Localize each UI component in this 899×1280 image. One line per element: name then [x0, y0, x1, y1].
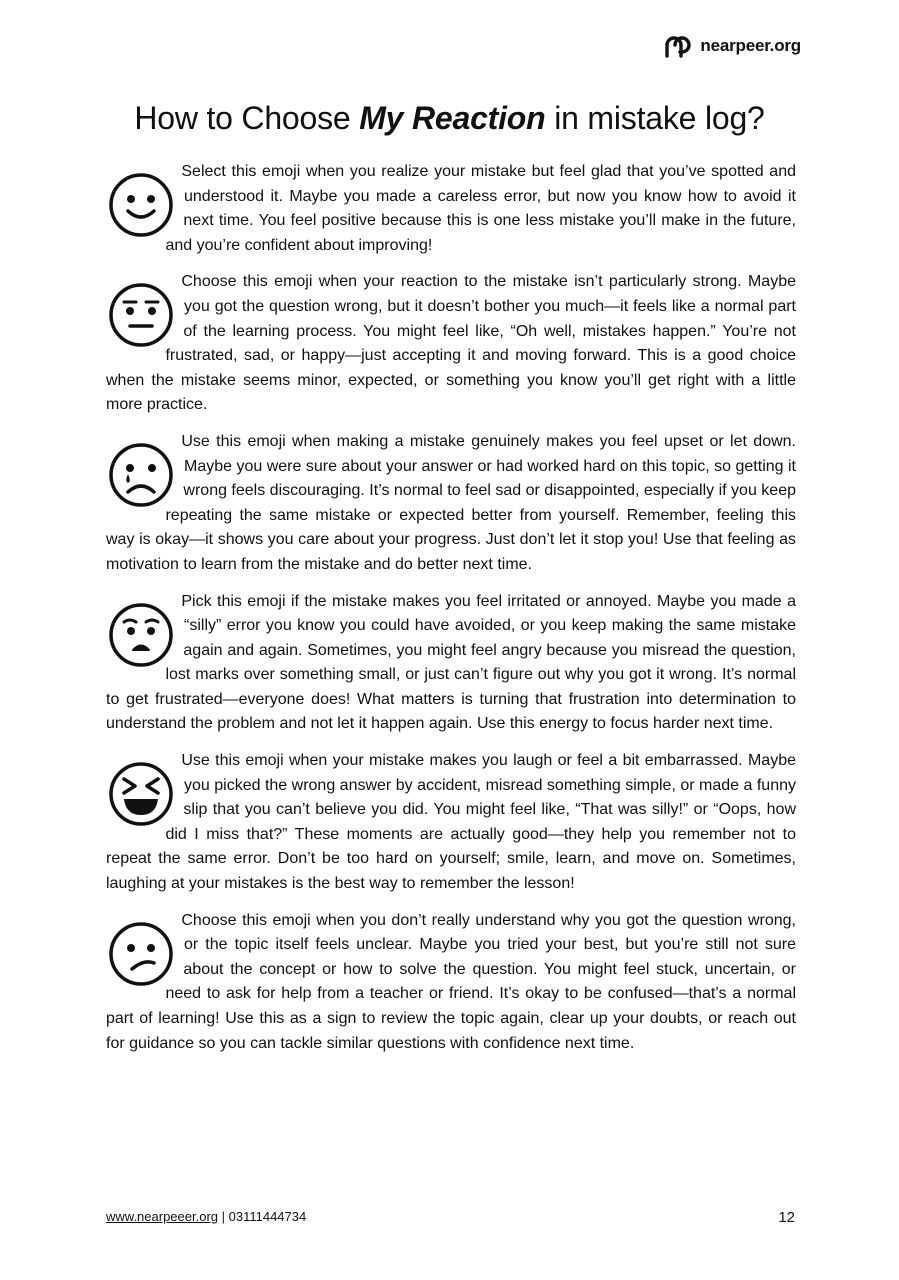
sad-face-icon	[106, 440, 176, 510]
footer-phone: 03111444734	[228, 1209, 307, 1224]
reaction-item-angry	[106, 590, 796, 738]
logo-text: nearpeer.org	[700, 36, 801, 55]
reaction-item-laughing	[106, 749, 796, 897]
page-number: 12	[778, 1209, 795, 1226]
footer-separator: |	[218, 1209, 229, 1224]
neutral-face-icon	[106, 280, 176, 350]
footer-website-link[interactable]: www.nearpeeer.org	[106, 1209, 219, 1224]
reaction-description: Select this emoji when you realize your mistake but feel glad that you’ve spotted and understood it. Maybe you made a careless error, but now you know how to avoid it next time. You feel positive because this is one less mistake you’ll make in the future, and you’re confident about improving!	[165, 163, 796, 254]
reaction-description: Pick this emoji if the mistake makes you feel irritated or annoyed. Maybe you made a “silly” error you know you could have avoided, or you keep making the same mistake again and again. Sometimes, you might feel angry because you misread the question, lost marks over something small, or just can’t figure out why you got it wrong. It’s normal to get frustrated—everyone does! What matters is turning that frustration into determination to understand the problem and not let it happen again. Use this energy to focus harder next time.	[106, 592, 796, 733]
happy-face-icon	[106, 170, 176, 240]
angry-face-icon	[106, 600, 176, 670]
page-title	[0, 100, 899, 137]
reaction-item-confused	[106, 909, 796, 1057]
reaction-description: Choose this emoji when your reaction to the mistake isn’t particularly strong. Maybe you got the question wrong, but it doesn’t bother you much—it feels like a normal part of the learning process. You might feel like, “Oh well, mistakes happen.” You’re not frustrated, sad, or happy—just accepting it and moving forward. This is a good choice when the mistake seems minor, expected, or something you know you’ll get right with a little more practice.	[106, 273, 796, 414]
title-before: How to Choose	[134, 100, 360, 136]
laughing-face-icon	[106, 759, 176, 829]
reaction-description: Use this emoji when making a mistake genuinely makes you feel upset or let down. Maybe you were sure about your answer or had worked hard on this topic, so getting it wrong feels discouraging. It’s normal to feel sad or disappointed, especially if you keep repeating the same mistake or expected better from yourself. Remember, feeling this way is okay—it shows you care about your progress. Just don’t let it stop you! Use that feeling as motivation to learn from the mistake and do better next time.	[106, 432, 796, 573]
reaction-list	[106, 160, 796, 1068]
nearpeer-logo-icon	[662, 32, 694, 60]
reaction-item-neutral	[106, 270, 796, 418]
confused-face-icon	[106, 919, 176, 989]
reaction-item-happy	[106, 160, 796, 258]
reaction-item-sad	[106, 430, 796, 578]
title-after: in mistake log?	[545, 100, 765, 136]
reaction-description: Use this emoji when your mistake makes you laugh or feel a bit embarrassed. Maybe you picked the wrong answer by accident, misread something simple, or made a funny slip that you can’t believe you did. You might feel like, “That was silly!” or “Oops, how did I miss that?” These moments are actually good—they help you remember not to repeat the same error. Don’t be too hard on yourself; smile, learn, and move on. Sometimes, laughing at your mistakes is the best way to remember the lesson!	[106, 752, 796, 893]
reaction-description: Choose this emoji when you don’t really understand why you got the question wrong, or the topic itself feels unclear. Maybe you tried your best, but you’re still not sure about the concept or how to solve the question. You might feel stuck, uncertain, or need to ask for help from a teacher or friend. It’s okay to be confused—that’s a normal part of learning! Use this as a sign to review the topic again, clear up your doubts, or reach out for guidance so you can tackle similar questions with confidence next time.	[106, 911, 796, 1052]
nearpeer-logo[interactable]	[662, 32, 801, 60]
title-emphasis: My Reaction	[359, 100, 546, 136]
footer-contact	[106, 1209, 306, 1224]
